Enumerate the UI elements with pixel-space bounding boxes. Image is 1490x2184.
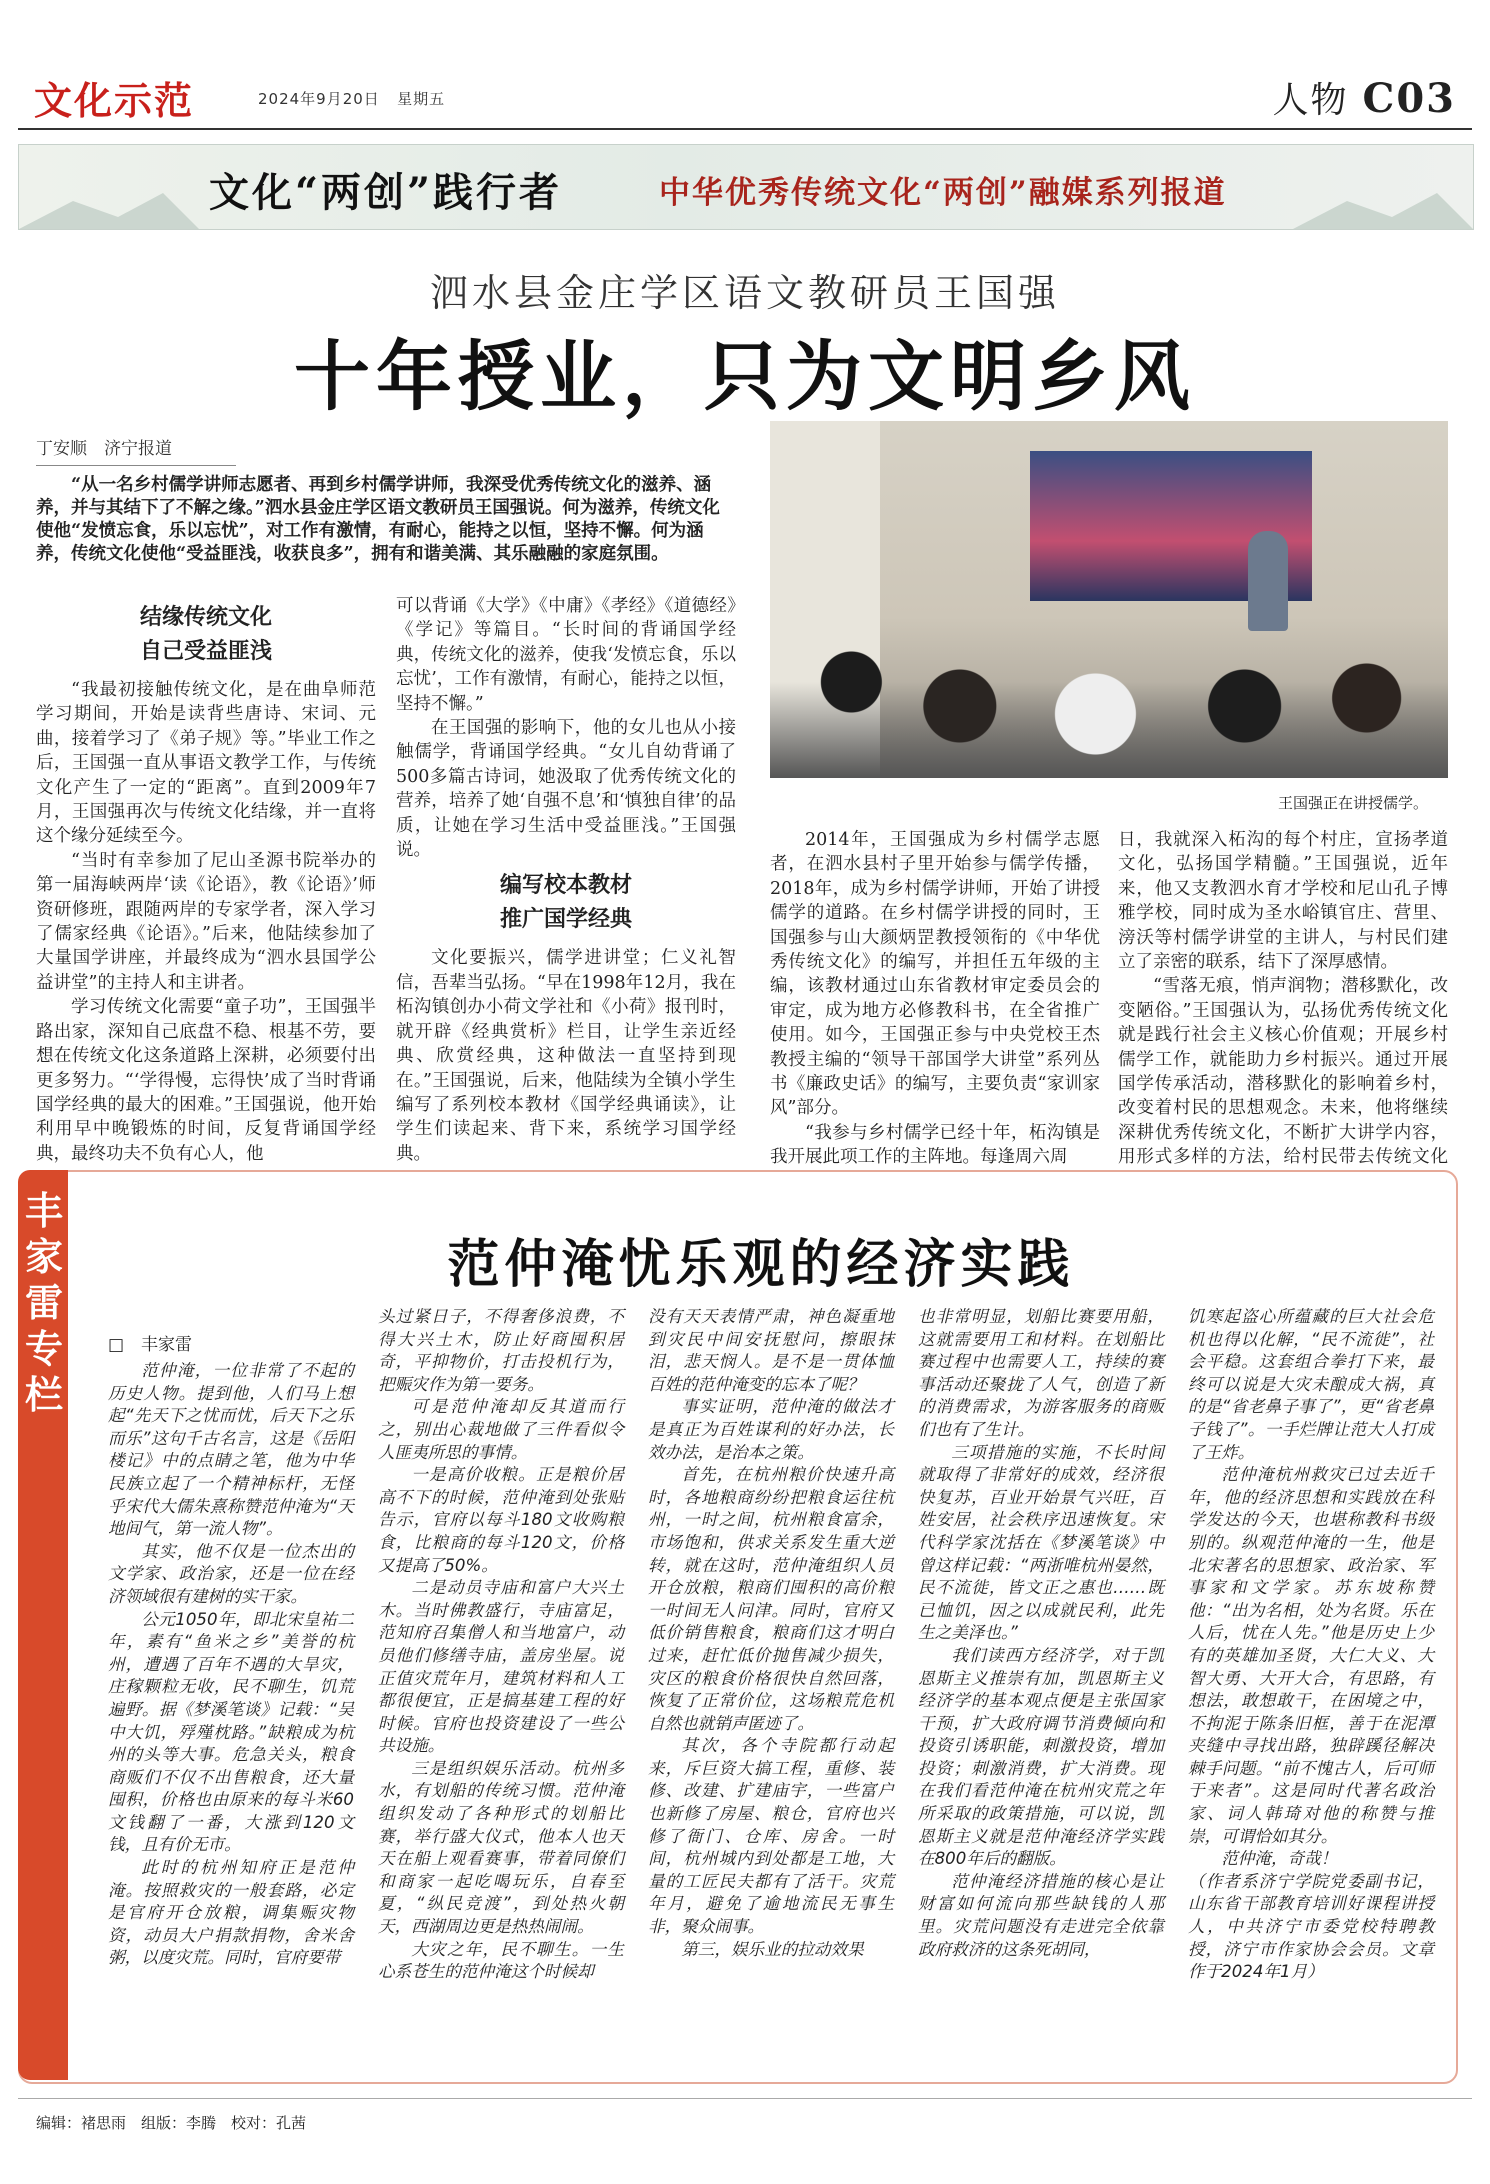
paragraph: 二是动员寺庙和富户大兴土木。当时佛教盛行，寺庙富足，范知府召集僧人和当地富户，动员他们修缮寺庙，盖房坐屋。说正值灾荒年月，建筑材料和人工都很便宜，正是搞基建工程的好时候。官府也投资建设了一些公共设施。: [378, 1578, 624, 1756]
article-column-2: [396, 594, 736, 1166]
banner-series: 中华优秀传统文化“两创”融媒系列报道: [659, 175, 1227, 211]
paragraph: 事实证明，范仲淹的做法才是真正为百姓谋利的好办法，长效办法，是治本之策。: [648, 1397, 894, 1462]
column-text-4: [918, 1306, 1164, 1961]
paragraph: 可以背诵《大学》《中庸》《孝经》《道德经》《学记》等篇目。“长时间的背诵国学经典，传统文化的滋养，使我‘发愤忘食，乐以忘忧’，工作有激情，有耐心，能持之以恒，坚持不懈。”: [396, 596, 736, 714]
footer-rule: [18, 2098, 1472, 2099]
issue-date: 2024年9月20日: [258, 90, 380, 108]
column-text-1: [108, 1360, 354, 1970]
paragraph: 范仲淹，一位非常了不起的历史人物。提到他，人们马上想起“先天下之忧而忧，后天下之乐而乐”这句千古名言，这是《岳阳楼记》中的点睛之笔，他为中华民族立起了一个精神标杆，无怪乎宋代大儒朱熹称赞范仲淹为“天地间气，第一流人物”。: [108, 1361, 354, 1539]
column-text-5: [1188, 1306, 1434, 1984]
paragraph: 没有天天表情严肃，神色凝重地到灾民中间安抚慰问，擦眼抹泪，悲天悯人。是不是一贯体恤百姓的范仲淹变的忘本了呢？: [648, 1307, 894, 1394]
paragraph: 我们读西方经济学，对于凯恩斯主义推崇有加，凯恩斯主义经济学的基本观点便是主张国家干预，扩大政府调节消费倾向和投资引诱职能，刺激投资，增加投资；刺激消费，扩大消费。现在我们看范仲淹在杭州灾荒之年所采取的政策措施，可以说，凯恩斯主义就是范仲淹经济学实践在800年后的翻版。: [918, 1645, 1164, 1869]
column-text-2: [378, 1306, 624, 1984]
paragraph: “我最初接触传统文化，是在曲阜师范学习期间，开始是读背些唐诗、宋词、元曲，接着学习了《弟子规》等。”毕业工作之后，王国强一直从事语文教学工作，与传统文化产生了一定的“距离”。直到2009年7月，王国强再次与传统文化结缘，并一直将这个缘分延续至今。: [36, 680, 376, 847]
paragraph: 此时的杭州知府正是范仲淹。按照救灾的一般套路，必定是官府开仓放粮，调集赈灾物资，动员大户捐款捐物，舍米舍粥，以度灾荒。同时，官府要带: [108, 1858, 354, 1968]
banner-decoration: [19, 189, 199, 229]
paragraph: 范仲淹，奇哉！: [1221, 1849, 1338, 1869]
photo-speaker: [1248, 531, 1288, 631]
paragraph: 三项措施的实施，不长时间就取得了非常好的成效，经济很快复苏，百业开始景气兴旺，百姓安居，社会秩序迅速恢复。宋代科学家沈括在《梦溪笔谈》中曾这样记载：“两浙唯杭州晏然，民不流徙，皆文正之惠也……既已恤饥，因之以成就民利，此先生之美泽也。”: [918, 1442, 1164, 1643]
paragraph: 范仲淹经济措施的核心是让财富如何流向那些缺钱的人那里。灾荒问题没有走进完全依靠政府救济的这条死胡同，: [918, 1871, 1164, 1959]
photo-audience: [770, 618, 1448, 778]
paragraph: 其次，各个寺院都行动起来，斥巨资大搞工程，重修、装修、改建、扩建庙宇，一些富户也新修了房屋、粮仓，官府也兴修了衙门、仓库、房舍。一时间，杭州城内到处都是工地，大量的工匠民夫都有了活干。灾荒年月，避免了逾地流民无事生非，聚众闹事。: [648, 1736, 894, 1937]
paragraph: 头过紧日子，不得奢侈浪费，不得大兴土木，防止好商囤积居奇，平抑物价，打击投机行为，把赈灾作为第一要务。: [378, 1307, 624, 1394]
article-column-4: [1118, 828, 1448, 1194]
banner-decoration: [1293, 189, 1473, 229]
page-number: C03: [1362, 75, 1456, 122]
column-author: □ 丰家雷: [108, 1335, 193, 1355]
paragraph: “我参与乡村儒学已经十年，柘沟镇是我开展此项工作的主阵地。每逢周六周: [770, 1122, 1100, 1168]
paragraph: 可是范仲淹却反其道而行之，别出心裁地做了三件看似令人匪夷所思的事情。: [378, 1397, 624, 1462]
paragraph: 三是组织娱乐活动。杭州多水，有划船的传统习惯。范仲淹组织发动了各种形式的划船比赛，举行盛大仪式，他本人也天天在船上观看赛事，带着同僚们和商家一起吃喝玩乐，自春至夏，“纵民竞渡”，到处热火朝天，西湖周边更是热热闹闹。: [378, 1758, 624, 1937]
section-name: 人物: [1272, 80, 1349, 121]
paragraph: “当时有幸参加了尼山圣源书院举办的第一届海峡两岸‘读《论语》，教《论语》’师资研修班，跟随两岸的专家学者，深入学习了儒家经典《论语》。”后来，他陆续参加了大量国学讲座，并最终成为“泗水县国学公益讲堂”的主持人和主讲者。: [36, 850, 376, 993]
newspaper-brand: 文化示范: [34, 79, 195, 123]
section-heading: 结缘传统文化 自己受益匪浅: [139, 604, 272, 664]
article-column-3: [770, 828, 1100, 1170]
article-title: 十年授业，只为文明乡风: [294, 332, 1196, 421]
paragraph: 文化要振兴，儒学进讲堂；仁义礼智信，吾辈当弘扬。“早在1998年12月，我在柘沟镇创办小荷文学社和《小荷》报刊时，就开辟《经典赏析》栏目，让学生亲近经典、欣赏经典，这种做法一直坚持到现在。”王国强说，后来，他陆续为全镇小学生编写了系列校本教材《国学经典诵读》，让学生们读起来、背下来，系统学习国学经典。: [396, 948, 736, 1164]
paragraph: 一是高价收粮。正是粮价居高不下的时候，范仲淹到处张贴告示，官府以每斗180文收购粮食，比粮商的每斗120文，价格又提高了50%。: [378, 1465, 624, 1575]
paragraph: 第三，娱乐业的拉动效果: [681, 1939, 864, 1959]
series-banner: [18, 144, 1474, 230]
paragraph: 饥寒起盗心所蕴藏的巨大社会危机也得以化解，“民不流徙”，社会平稳。这套组合拳打下来，最终可以说是大灾未酿成大祸，真的是“省老鼻子事了”，更“省老鼻子钱了”。一手烂牌让范大人打成了王炸。: [1188, 1307, 1434, 1462]
paragraph: 2014年，王国强成为乡村儒学志愿者，在泗水县村子里开始参与儒学传播，2018年，成为乡村儒学讲师，开始了讲授儒学的道路。在乡村儒学讲授的同时，王国强参与山大颜炳罡教授领衔的《中华优秀传统文化》的编写，并担任五年级的主编，该教材通过山东省教材审定委员会的审定，成为地方必修教科书，在全省推广使用。如今，王国强正参与中央党校王杰教授主编的“领导干部国学大讲堂”系列丛书《廉政史话》的编写，主要负责“家训家风”部分。: [770, 830, 1100, 1119]
paragraph: 也非常明显，划船比赛要用船，这就需要用工和材料。在划船比赛过程中也需要人工，持续的赛事活动还聚拢了人气，创造了新的消费需求，为游客服务的商贩们也有了生计。: [918, 1307, 1164, 1439]
author-note: （作者系济宁学院党委副书记，山东省干部教育培训好课程讲授人，中共济宁市委党校特聘教授，济宁市作家协会会员。文章作于2024年1月）: [1188, 1871, 1434, 1982]
column-text-3: [648, 1306, 894, 1961]
paragraph: 范仲淹杭州救灾已过去近千年，他的经济思想和实践放在科学发达的今天，也堪称教科书级别的。纵观范仲淹的一生，他是北宋著名的思想家、政治家、军事家和文学家。苏东坡称赞他：“出为名相，处为名贤。乐在人后，忧在人先。”他是历史上少有的英雄加圣贤，大仁大义、大智大勇、大开大合，有思路，有想法，敢想敢干，在困境之中，不拘泥于陈条旧框，善于在泥潭夹缝中寻找出路，独辟蹊径解决棘手问题。“前不愧古人，后可师于来者”。这是同时代著名政治家、词人韩琦对他的称赞与推崇，可谓恰如其分。: [1188, 1465, 1434, 1846]
editor-credits: 编辑：褚思雨 组版：李腾 校对：孔茜: [36, 2114, 307, 2132]
section-heading: 编写校本教材 推广国学经典: [499, 872, 632, 933]
article-byline: 丁安顺 济宁报道: [36, 434, 236, 466]
paragraph: 首先，在杭州粮价快速升高时，各地粮商纷纷把粮食运往杭州，一时之间，杭州粮食富余，市场饱和，供求关系发生重大逆转，就在这时，范仲淹组织人员开仓放粮，粮商们囤积的高价粮一时间无人问津。同时，官府又低价销售粮食，粮商们这才明白过来，赶忙低价抛售减少损失，灾区的粮食价格很快自然回落，恢复了正常价位，这场粮荒危机自然也就销声匿迹了。: [648, 1465, 894, 1733]
photo-caption: 王国强正在讲授儒学。: [1278, 794, 1429, 812]
paragraph: “雪落无痕，悄声润物；潜移默化，改变陋俗。”王国强认为，弘扬优秀传统文化就是践行社会主义核心价值观；开展乡村儒学工作，就能助力乡村振兴。通过开展国学传承活动，潜移默化的影响着乡村，改变着村民的思想观念。未来，他将继续深耕优秀传统文化，不断扩大讲学内容，用形式多样的方法，给村民带去传统文化: [1118, 976, 1448, 1168]
paragraph: 公元1050年，即北宋皇祐二年，素有“鱼米之乡”美誉的杭州，遭遇了百年不遇的大旱灾，庄稼颗粒无收，民不聊生，饥荒遍野。据《梦溪笔谈》记载：“吴中大饥，殍殣枕路。”缺粮成为杭州的头等大事。危急关头，粮食商贩们不仅不出售粮食，还大量囤积，价格也由原来的每斗米60文钱翻了一番，大涨到120文钱，且有价无市。: [108, 1609, 354, 1855]
article-column-1: [36, 594, 376, 1166]
banner-title: 文化“两创”践行者: [209, 169, 563, 216]
article-subtitle: 泗水县金庄学区语文教研员王国强: [429, 271, 1060, 315]
paragraph: 其实，他不仅是一位杰出的文学家、政治家，还是一位在经济领域很有建树的实干家。: [108, 1541, 354, 1606]
lecture-photo: [770, 421, 1448, 778]
dateline: [258, 88, 445, 109]
masthead-rule: [18, 128, 1472, 130]
paragraph: 在王国强的影响下，他的女儿也从小接触儒学，背诵国学经典。“女儿自幼背诵了500多篇古诗词，她汲取了优秀传统文化的营养，培养了她‘自强不息’和‘慎独自律’的品质，让她在学习生活中受益匪浅。”王国强说。: [396, 718, 736, 861]
column-title: 范仲淹忧乐观的经济实践: [447, 1234, 1075, 1295]
article-lead: “从一名乡村儒学讲师志愿者、再到乡村儒学讲师，我深受优秀传统文化的滋养、涵养，并与其结下了不解之缘。”泗水县金庄学区语文教研员王国强说。何为滋养，传统文化使他“发愤忘食，乐以忘忧”，对工作有激情，有耐心，能持之以恒，坚持不懈。何为涵养，传统文化使他“受益匪浅，收获良多”，拥有和谐美满、其乐融融的家庭氛围。: [36, 475, 720, 564]
paragraph: 大灾之年，民不聊生。一生心系苍生的范仲淹这个时候却: [378, 1939, 624, 1982]
section-header: [1272, 72, 1456, 123]
issue-weekday: 星期五: [397, 90, 446, 108]
paragraph: 日，我就深入柘沟的每个村庄，宣扬孝道文化，弘扬国学精髓。”王国强说，近年来，他又支教泗水育才学校和尼山孔子博雅学校，同时成为圣水峪镇官庄、营里、滂沃等村儒学讲堂的主讲人，与村民们建立了亲密的联系，结下了深厚感情。: [1118, 830, 1448, 973]
paragraph: 学习传统文化需要“童子功”，王国强半路出家，深知自己底盘不稳、根基不劳，要想在传统文化这条道路上深耕，必须要付出更多努力。“‘学得慢，忘得快’成了当时背诵国学经典的最大的困难。”王国强说，他开始利用早中晚锻炼的时间，反复背诵国学经典，最终功夫不负有心人，他: [36, 997, 376, 1164]
column-label: 丰家雷专栏: [18, 1170, 68, 2080]
